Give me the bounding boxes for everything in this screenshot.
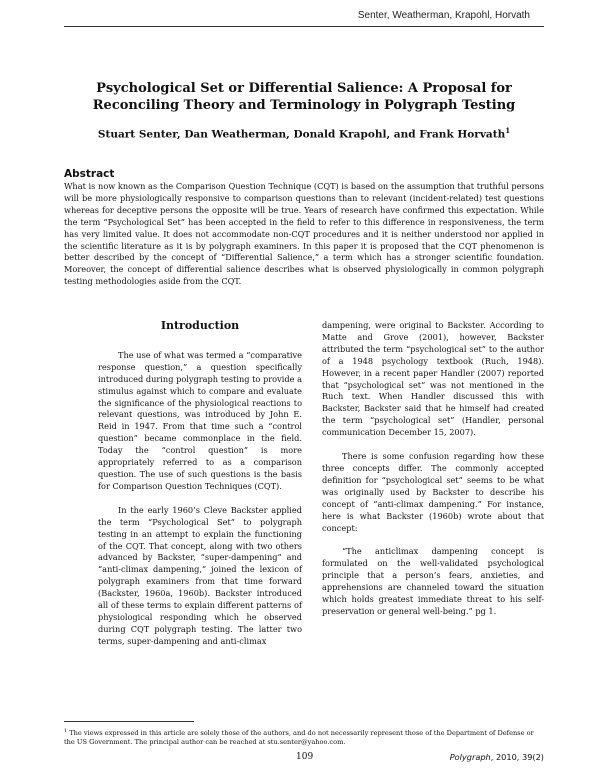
authors-text: Stuart Senter, Dan Weatherman, Donald Krapohl, and Frank Horvath — [97, 128, 506, 141]
abstract-heading: Abstract — [64, 168, 115, 180]
header-rule — [64, 26, 544, 27]
left-column — [98, 320, 302, 660]
journal-volume: , 2010, 39(2) — [490, 752, 544, 762]
intro-paragraph-1: The use of what was termed a “comparative response question,” a question specifically introduced during polygraph testing to provide a stimulus against which to compare and evaluate the significance of the physiological reactions to relevant questions, was introduced by John E. Reid in 1947. From that time such a “control question” became commonplace in the field. Today the “control question” is more appropriately referred to as a comparison question. The use of such questions is the basis for Comparison Question Techniques (CQT). — [98, 349, 302, 491]
intro-paragraph-4: There is some confusion regarding how these three concepts differ. The commonly accepted definition for “psychological set” seems to be what was originally used by Backster to describe his concept of “anti-climax dampening.” For instance, here is what Backster (1960b) wrote about that concept: — [322, 451, 544, 533]
journal-citation — [450, 752, 544, 762]
author-list — [64, 126, 544, 141]
journal-name: Polygraph — [449, 752, 491, 762]
introduction-heading: Introduction — [160, 319, 240, 332]
title-line-2: Reconciling Theory and Terminology in Polygraph Testing — [92, 98, 516, 113]
title-line-1: Psychological Set or Differential Salience: A Proposal for — [96, 81, 512, 96]
footnote-marker: 1 — [64, 728, 68, 734]
abstract-body: What is now known as the Comparison Question Technique (CQT) is based on the assumption that truthful persons will be more physiologically responsive to comparison questions than to relevant (incident-related) test questions whereas for deceptive persons the opposite will be true. Years of research have confirmed this expectation. While the term “Psychological Set” has been accepted in the field to refer to this difference in responsiveness, the term has very limited value. It does not accommodate non-CQT procedures and it is neither understood nor applied in the scientific literature as it is by polygraph examiners. In this paper it is proposed that the CQT phenomenon is better described by the concept of “Differential Salience,” a term which has a stronger scientific foundation. Moreover, the concept of differential salience describes what is observed physiologically in common polygraph testing methodologies aside from the CQT. — [64, 181, 544, 287]
footnote-rule — [64, 721, 194, 722]
intro-paragraph-3: dampening, were original to Backster. According to Matte and Grove (2001), however, Backster attributed the term “psychological set” to the author of a 1948 psychology textbook (Ruch, 1948). However, in a recent paper Handler (2007) reported that “psychological set” was not mentioned in the Ruch text. When Handler discussed this with Backster, Backster said that he himself had created the term “psychological set” (Handler, personal communication December 15, 2007). — [322, 320, 544, 438]
footnote-text: The views expressed in this article are solely those of the authors, and do not necessarily represent those of the Department of Defense or the US Government. The principal author can be reached at stu.senter@yahoo.com. — [64, 729, 534, 747]
footnote — [64, 727, 544, 747]
author-footnote-marker: 1 — [505, 126, 511, 135]
right-column — [322, 320, 544, 630]
backster-quote: “The anticlimax dampening concept is formulated on the well-validated psychological principle that a person’s fears, anxieties, and apprehensions are channeled toward the situation which holds greatest immediate threat to his self-preservation or general well-being.” pg 1. — [322, 546, 544, 616]
intro-paragraph-2: In the early 1960’s Cleve Backster applied the term “Psychological Set” to polygraph testing in an attempt to explain the functioning of the CQT. That concept, along with two others advanced by Backster, “super-dampening” and “anti-climax dampening,” joined the lexicon of polygraph examiners from that time forward (Backster, 1960a, 1960b). Backster introduced all of these terms to explain different patterns of physiological responding which he observed during CQT polygraph testing. The latter two terms, super-dampening and anti-climax — [98, 504, 302, 646]
page-number: 109 — [296, 752, 314, 762]
running-header: Senter, Weatherman, Krapohl, Horvath — [357, 10, 530, 21]
article-title — [64, 80, 544, 114]
